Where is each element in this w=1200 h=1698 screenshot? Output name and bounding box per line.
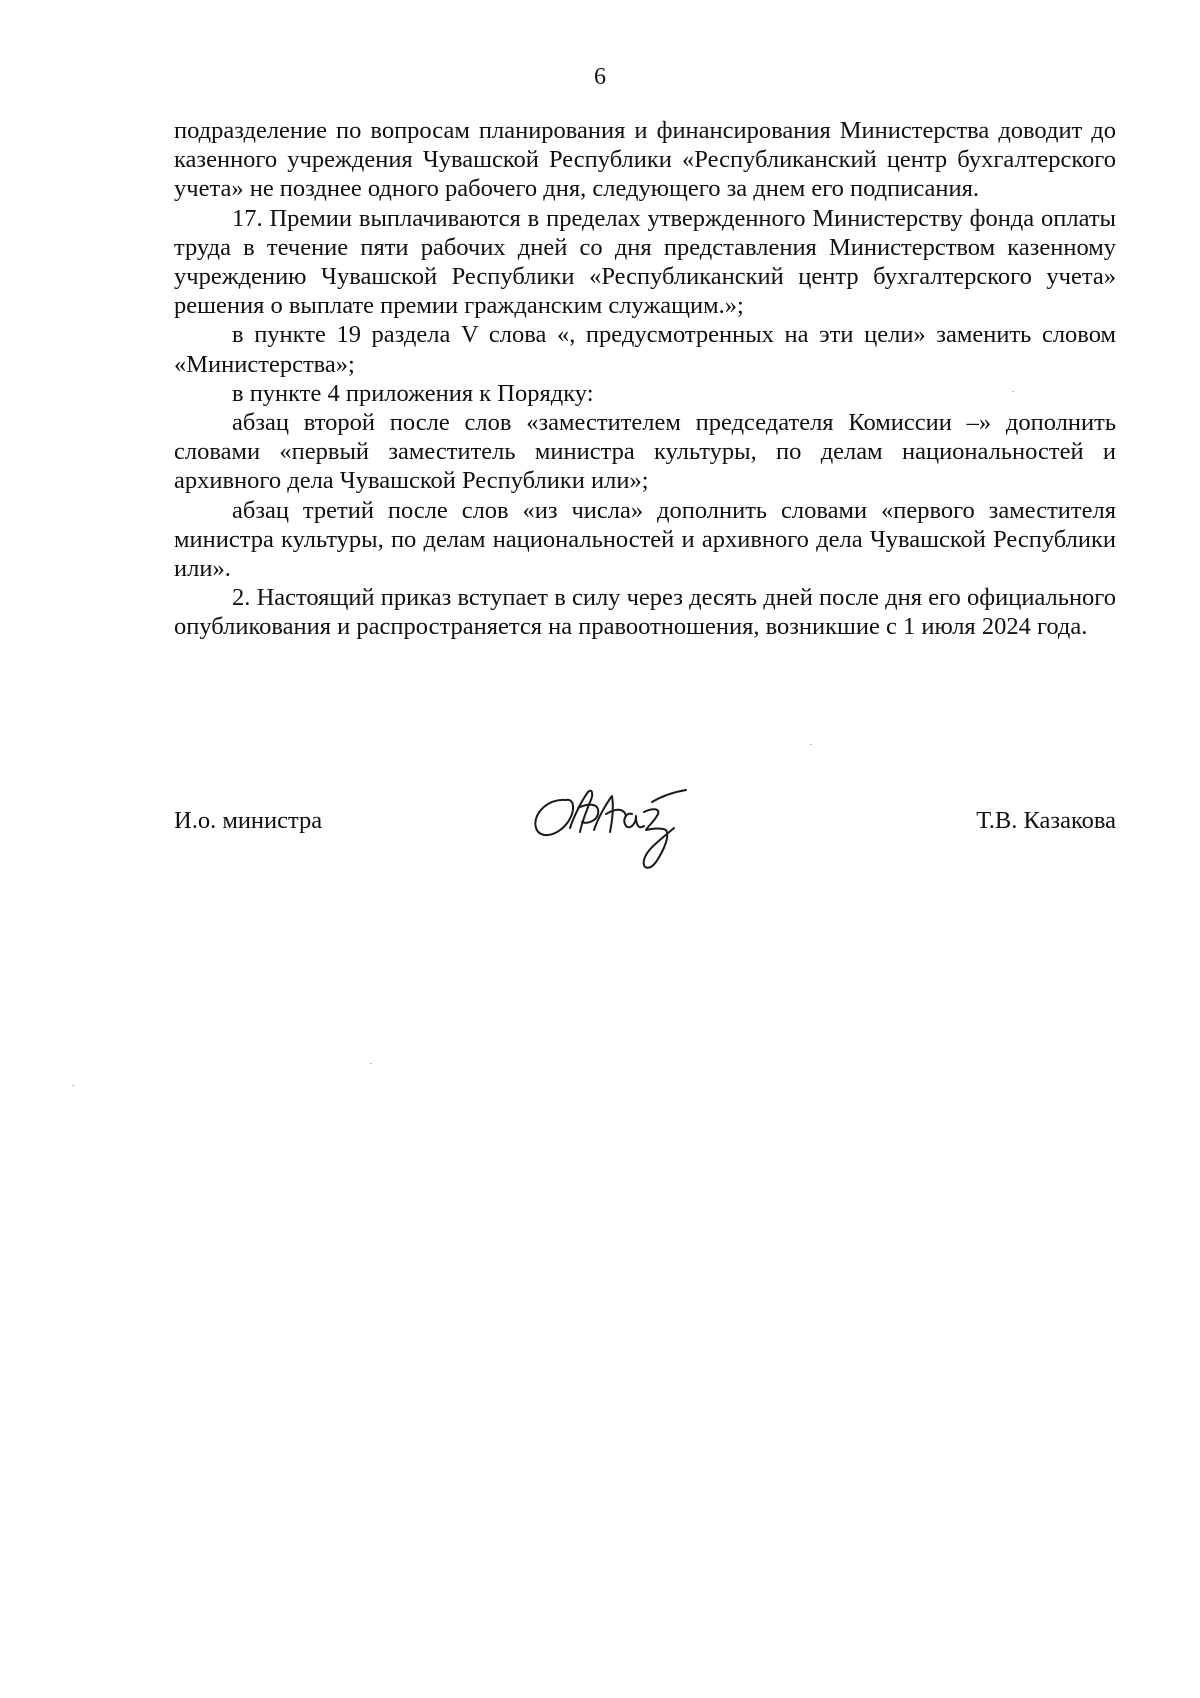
scan-speck <box>1012 391 1014 392</box>
position-title: И.о. министра <box>174 807 323 834</box>
paragraph-point-4-appendix: в пункте 4 приложения к Порядку: <box>232 379 594 407</box>
scan-speck <box>72 1085 74 1086</box>
paragraph-third-abstract: абзац третий после слов «из числа» дополнить словами «первого заместителя министра культуры, по делам национальностей и архивного дела Чувашской Республики или». <box>174 496 1116 583</box>
paragraph-continuation: подразделение по вопросам планирования и финансирования Министерства доводит до казенного учреждения Чувашской Республики «Республиканский центр бухгалтерского учета» не позднее одного рабочего дня, следующего за днем его подписания. <box>174 117 1116 203</box>
handwritten-signature-icon <box>528 778 708 878</box>
paragraph-item-17: 17. Премии выплачиваются в пределах утвержденного Министерству фонда оплаты труда в течение пяти рабочих дней со дня представления Министерством казенному учреждению Чувашской Республики «Республиканский центр бухгалтерского учета» решения о выплате премии гражданским служащим.»; <box>174 204 1116 320</box>
paragraph-point-19: в пункте 19 раздела V слова «, предусмотренных на эти цели» заменить словом «Министерства»; <box>174 321 1116 378</box>
paragraph-effective-date: 2. Настоящий приказ вступает в силу через десять дней после дня его официального опубликования и распространяется на правоотношения, возникшие с 1 июля 2024 года. <box>174 584 1116 641</box>
scan-speck <box>810 744 812 745</box>
document-body <box>174 116 1116 642</box>
page-number: 6 <box>594 64 606 90</box>
paragraph-second-abstract: абзац второй после слов «заместителем председателя Комиссии –» дополнить словами «первый заместитель министра культуры, по делам национальностей и архивного дела Чувашской Республики или»; <box>174 409 1116 495</box>
signatory-name: Т.В. Казакова <box>976 807 1116 834</box>
scan-speck <box>370 1063 372 1064</box>
